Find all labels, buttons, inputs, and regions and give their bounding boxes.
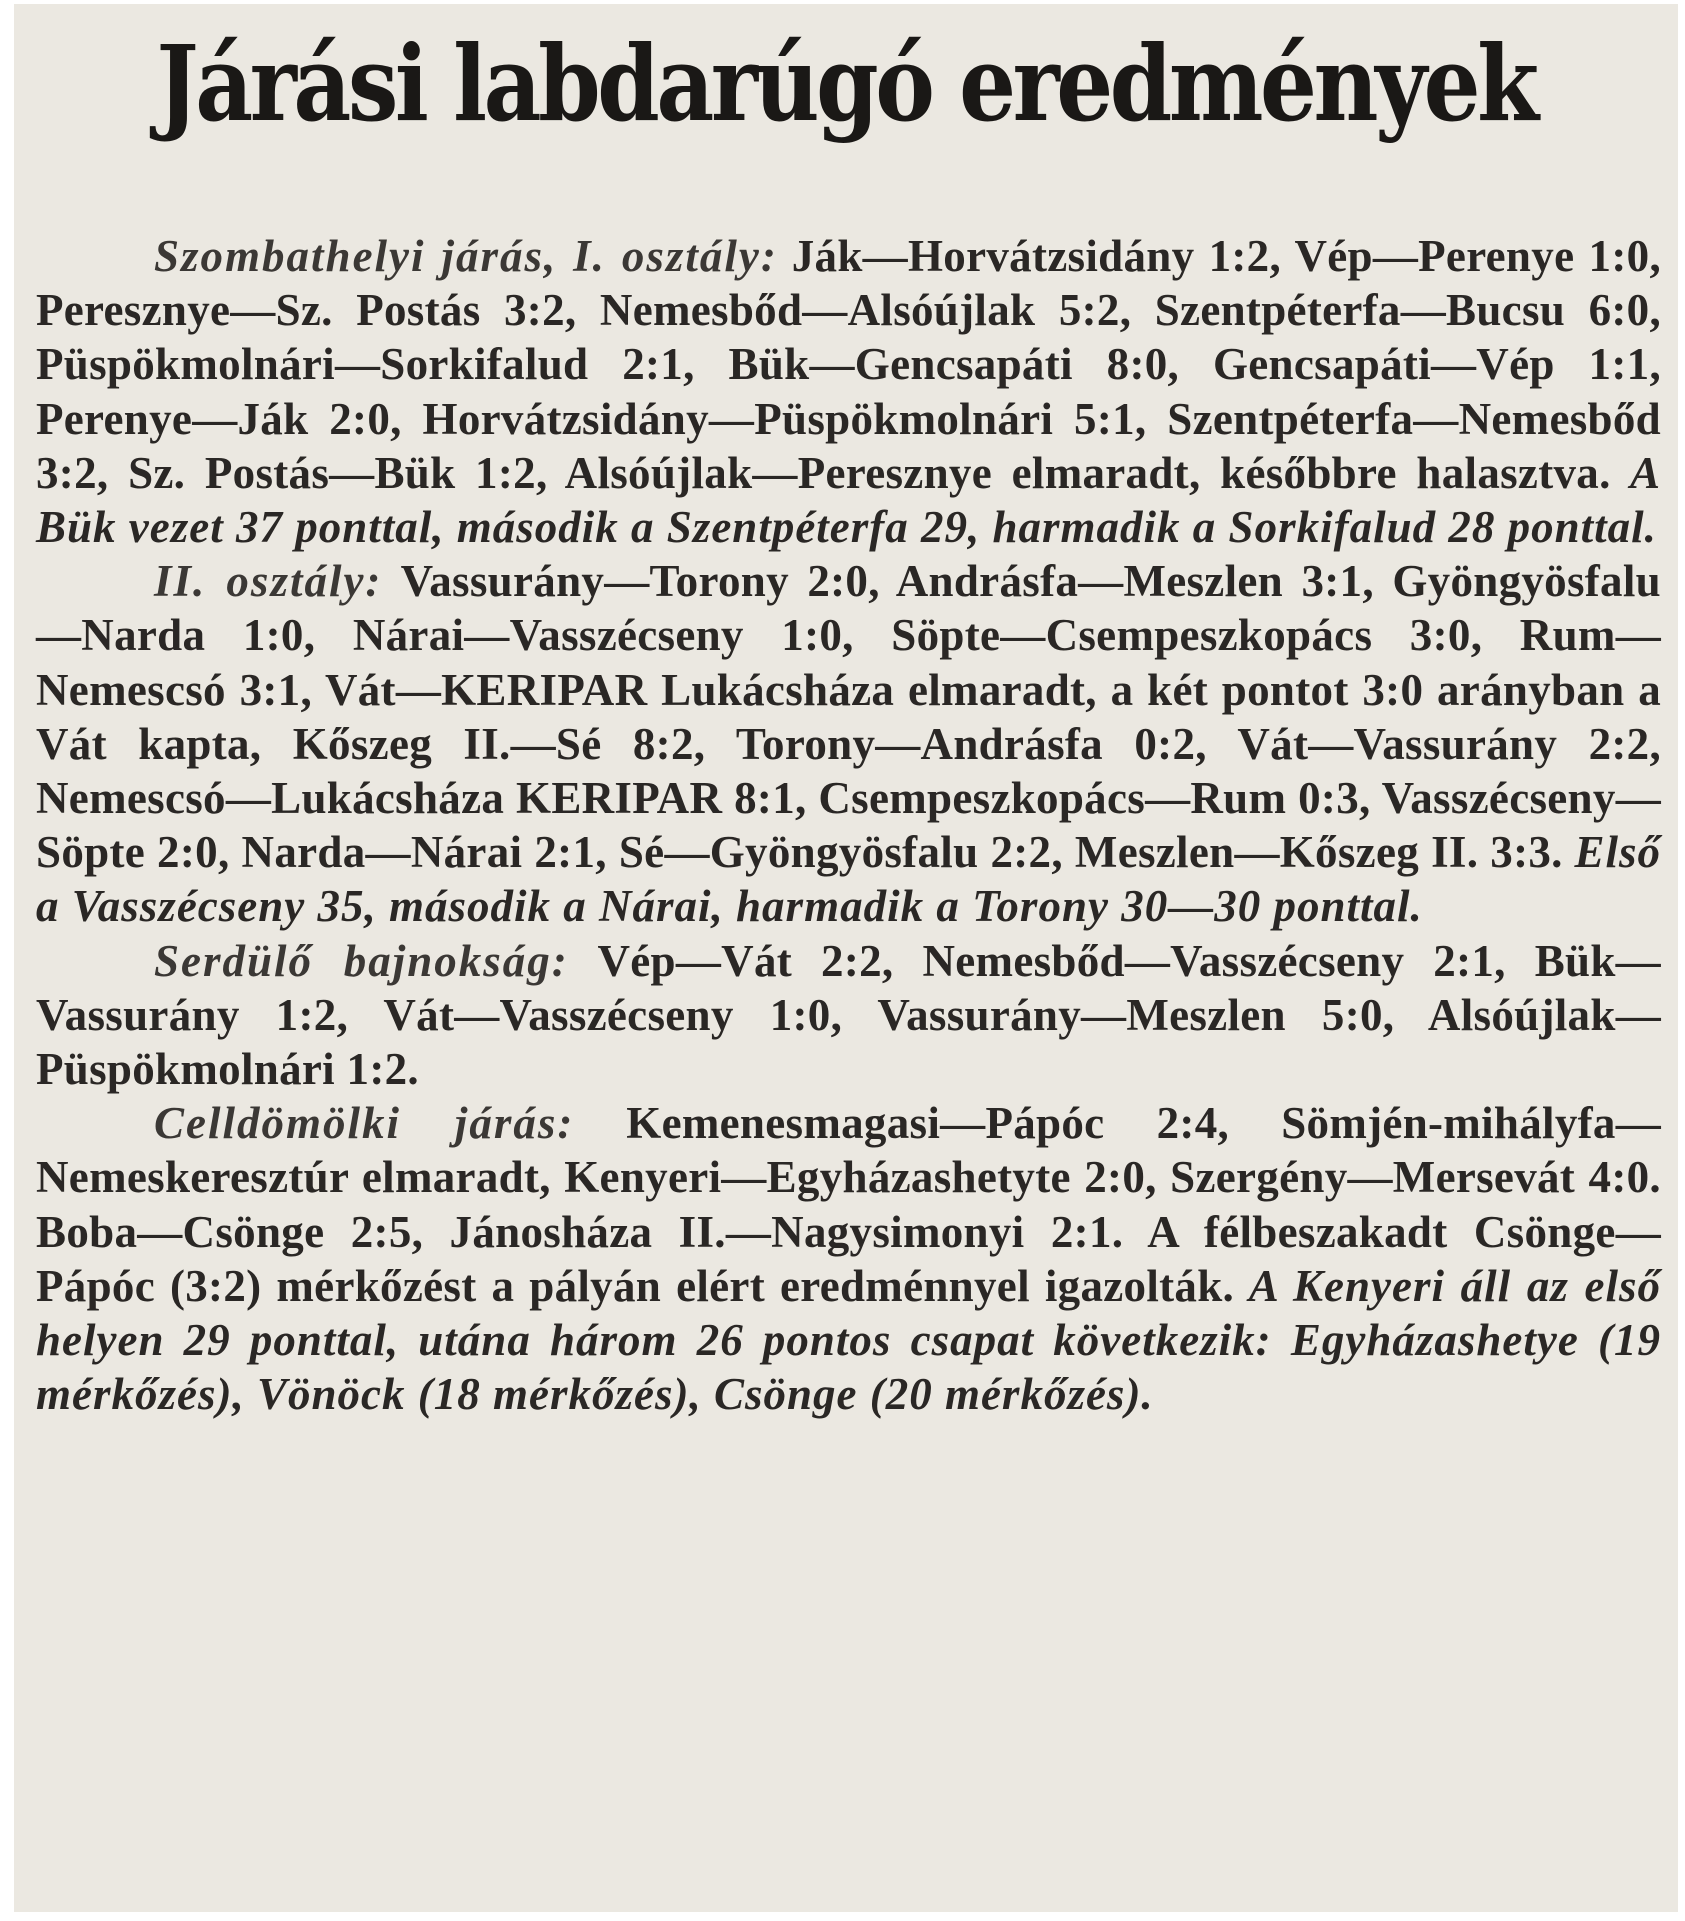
paragraph-results: Vép—Vát 2:2, Nemesbőd—Vasszécseny 2:1, Bük—Vassurány 1:2, Vát—Vasszécseny 1:0, Vassurány—Meszlen 5:0, Alsóújlak—Püspökmolnári 1:2. (36, 935, 1661, 1095)
newspaper-clipping (14, 4, 1678, 1912)
paragraph-results: Kemenesmagasi—Pápóc 2:4, Sömjén-mihályfa—Nemeskeresztúr elmaradt, Kenyeri—Egyházashetyte 2:0, Szergény—Mersevát 4:0. Boba—Csönge 2:5, Jánosháza II.—Nagysimonyi 2:1. A félbeszakadt Csönge—Pápóc (3:2) mérkőzést a pályán elért eredménnyel igazolták. (36, 1098, 1662, 1311)
paragraph-youth-league (36, 934, 1661, 1097)
paragraph-results: Ják—Horvátzsidány 1:2, Vép—Perenye 1:0, Peresznye—Sz. Postás 3:2, Nemesbőd—Alsóújlak 5:2, Szentpéterfa—Bucsu 6:0, Püspökmolnári—Sorkifalud 2:1, Bük—Gencsapáti 8:0, Gencsapáti—Vép 1:1, Perenye—Ják 2:0, Horvátzsidány—Püspökmolnári 5:1, Szentpéterfa—Nemesbőd 3:2, Sz. Postás—Bük 1:2, Alsóújlak—Peresznye elmaradt, későbbre halasztva. (36, 231, 1661, 498)
paragraph-second-division (36, 554, 1661, 933)
paragraph-celldomolk (36, 1096, 1661, 1421)
paragraph-lead: Serdülő bajnokság: (154, 935, 569, 986)
paragraph-szombathely-first-division (36, 229, 1661, 554)
paragraph-lead: II. osztály: (154, 556, 383, 607)
headline: Járási labdarúgó eredmények (156, 22, 1536, 145)
paragraph-lead: Szombathelyi járás, I. osztály: (154, 231, 778, 281)
paragraph-standings: A Bük vezet 37 ponttal, második a Szentpéterfa 29, harmadik a Sorkifalud 28 ponttal. (36, 447, 1661, 553)
paragraph-standings: Első a Vasszécseny 35, második a Nárai, harmadik a Torony 30—30 ponttal. (36, 827, 1662, 932)
paragraph-lead: Celldömölki járás: (154, 1098, 575, 1149)
paragraph-standings: A Kenyeri áll az első helyen 29 ponttal, utána három 26 pontos csapat következik: Egyházashetye (19 mérkőzés), Vönöck (18 mérkőzés), Csönge (20 mérkőzés). (36, 1260, 1662, 1420)
article-body (36, 229, 1661, 1421)
paragraph-results: Vassurány—Torony 2:0, Andrásfa—Meszlen 3:1, Gyöngyösfalu—Narda 1:0, Nárai—Vasszécseny 1:0, Söpte—Csempeszkopács 3:0, Rum—Nemescsó 3:1, Vát—KERIPAR Lukácsháza elmaradt, a két pontot 3:0 arányban a Vát kapta, Kőszeg II.—Sé 8:2, Torony—Andrásfa 0:2, Vát—Vassurány 2:2, Nemescsó—Lukácsháza KERIPAR 8:1, Csempeszkopács—Rum 0:3, Vasszécseny—Söpte 2:0, Narda—Nárai 2:1, Sé—Gyöngyösfalu 2:2, Meszlen—Kőszeg II. 3:3. (36, 556, 1661, 878)
